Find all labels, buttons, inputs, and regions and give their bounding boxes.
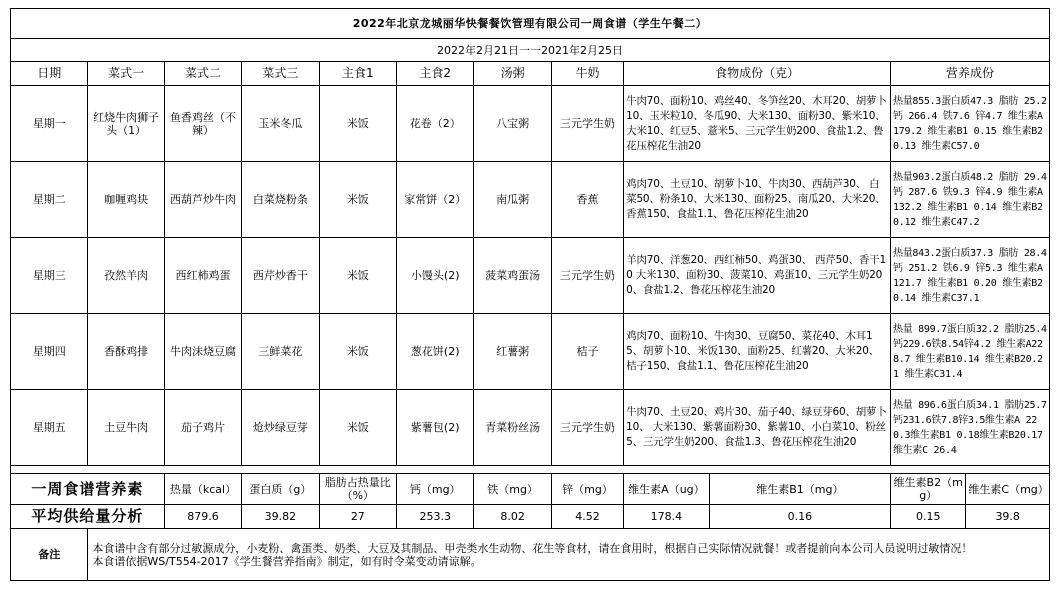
day-staple2: 葱花饼(2)	[397, 314, 474, 390]
notes-line-allergen: 本食谱中含有部分过敏源成分，小麦粉、禽蛋类、奶类、大豆及其制品、甲壳类水生动物、花生等食材，请在食用时，根据自己实际情况就餐！或者提前向本公司人员说明过敏情况！	[92, 541, 973, 555]
spacer-cell	[11, 466, 1050, 474]
day-milk: 三元学生奶	[551, 86, 623, 162]
summary-header: 脂肪占热量比（%）	[319, 474, 396, 505]
day-milk: 三元学生奶	[551, 390, 623, 466]
day-dish3: 三鲜菜花	[242, 314, 319, 390]
day-milk: 香蕉	[551, 162, 623, 238]
day-ingredients: 鸡肉70、土豆10、胡萝卜10、牛肉30、西葫芦30、 白菜50、粉条10、大米130、面粉25、南瓜20、大米20、香蕉150、食盐1.1、鲁花压榨花生油20	[624, 162, 891, 238]
summary-value: 27	[319, 505, 396, 529]
day-nutrition: 热量 899.7蛋白质32.2 脂肪25.4 钙229.6铁8.54锌4.2 维生素A228.7 维生素B10.14 维生素B20.21 维生素C31.4	[891, 314, 1050, 390]
header-staple2: 主食2	[397, 62, 474, 86]
day-dish3: 白菜烧粉条	[242, 162, 319, 238]
day-soup: 菠菜鸡蛋汤	[474, 238, 551, 314]
table-row	[11, 86, 1050, 162]
summary-header: 维生素C（mg）	[966, 474, 1050, 505]
summary-label-2: 平均供给量分析	[11, 505, 165, 529]
day-ingredients: 牛肉70、土豆20、鸡片30、茄子40、绿豆芽60、胡萝卜10、 大米130、紫薯面粉30、紫薯10、小白菜10、粉丝5、三元学生奶200、食盐1.3、鲁花压榨花生油20	[624, 390, 891, 466]
day-soup: 青菜粉丝汤	[474, 390, 551, 466]
day-nutrition: 热量 896.6蛋白质34.1 脂肪25.7 钙231.6铁7.8锌3.5维生素A 220.3维生素B1 0.18维生素B20.17 维生素C 26.4	[891, 390, 1050, 466]
day-dish3: 玉米冬瓜	[242, 86, 319, 162]
header-nutrition: 营养成份	[891, 62, 1050, 86]
day-dish1: 咖喱鸡块	[88, 162, 164, 238]
day-dish2: 牛肉沫烧豆腐	[164, 314, 241, 390]
header-date: 日期	[11, 62, 88, 86]
day-date: 星期二	[11, 162, 88, 238]
day-dish2: 茄子鸡片	[164, 390, 241, 466]
summary-header: 锌（mg）	[551, 474, 623, 505]
day-dish2: 鱼香鸡丝（不辣）	[164, 86, 241, 162]
summary-header: 热量（kcal）	[164, 474, 241, 505]
day-date: 星期五	[11, 390, 88, 466]
day-dish1: 香酥鸡排	[88, 314, 164, 390]
day-dish1: 土豆牛肉	[88, 390, 164, 466]
header-soup: 汤粥	[474, 62, 551, 86]
day-ingredients: 羊肉70、洋葱20、西红柿50、鸡蛋30、 西芹50、香干10 大米130、面粉30、菠菜10、鸡蛋10、三元学生奶200、食盐1.2、鲁花压榨花生油20	[624, 238, 891, 314]
header-dish3: 菜式三	[242, 62, 319, 86]
day-ingredients: 鸡肉70、面粉10、牛肉30、豆腐50、菜花40、木耳15、胡萝卜10、米饭130、面粉25、红薯20、大米20、桔子150、食盐1.1、鲁花压榨花生油20	[624, 314, 891, 390]
header-milk: 牛奶	[551, 62, 623, 86]
summary-header: 钙（mg）	[397, 474, 474, 505]
day-nutrition: 热量855.3蛋白质47.3 脂肪 25.2 钙 266.4 铁7.6 锌4.7 维生素A 179.2 维生素B1 0.15 维生素B2 0.13 维生素C57.0	[891, 86, 1050, 162]
summary-header: 蛋白质（g）	[242, 474, 319, 505]
day-date: 星期一	[11, 86, 88, 162]
header-ingredients: 食物成份（克）	[624, 62, 891, 86]
day-staple1: 米饭	[319, 86, 396, 162]
day-dish1: 孜然羊肉	[88, 238, 164, 314]
summary-label-1: 一周食谱营养素	[11, 474, 165, 505]
summary-header-row	[11, 474, 1050, 505]
day-staple1: 米饭	[319, 162, 396, 238]
table-row	[11, 314, 1050, 390]
day-nutrition: 热量903.2蛋白质48.2 脂肪 29.4 钙 287.6 铁9.3 锌4.9 维生素A 132.2 维生素B1 0.14 维生素B2 0.12 维生素C47.2	[891, 162, 1050, 238]
day-milk: 桔子	[551, 314, 623, 390]
day-soup: 南瓜粥	[474, 162, 551, 238]
summary-value: 253.3	[397, 505, 474, 529]
day-staple1: 米饭	[319, 390, 396, 466]
day-soup: 八宝粥	[474, 86, 551, 162]
summary-value: 4.52	[551, 505, 623, 529]
summary-value-row	[11, 505, 1050, 529]
spacer-row	[11, 466, 1050, 474]
summary-header: 维生素B2（mg）	[891, 474, 966, 505]
header-dish2: 菜式二	[164, 62, 241, 86]
date-range: 2022年2月21日一一2021年2月25日	[11, 39, 1050, 62]
summary-value: 39.8	[966, 505, 1050, 529]
day-dish3: 炝炒绿豆芽	[242, 390, 319, 466]
summary-header: 维生素A（ug）	[624, 474, 710, 505]
summary-value: 0.15	[891, 505, 966, 529]
table-row	[11, 162, 1050, 238]
page-title: 2022年北京龙城丽华快餐餐饮管理有限公司一周食谱（学生午餐二）	[11, 9, 1050, 39]
summary-header: 铁（mg）	[474, 474, 551, 505]
notes-content	[88, 529, 1050, 581]
day-milk: 三元学生奶	[551, 238, 623, 314]
notes-row	[11, 529, 1050, 581]
header-row	[11, 62, 1050, 86]
summary-value: 39.82	[242, 505, 319, 529]
header-staple1: 主食1	[319, 62, 396, 86]
day-date: 星期四	[11, 314, 88, 390]
day-staple2: 家常饼（2）	[397, 162, 474, 238]
day-dish1: 红烧牛肉狮子头（1）	[88, 86, 164, 162]
table-row	[11, 390, 1050, 466]
notes-label: 备注	[11, 529, 88, 581]
summary-header: 维生素B1（mg）	[709, 474, 890, 505]
summary-value: 0.16	[709, 505, 890, 529]
day-staple2: 花卷（2）	[397, 86, 474, 162]
day-date: 星期三	[11, 238, 88, 314]
header-dish1: 菜式一	[88, 62, 164, 86]
day-ingredients: 牛肉70、面粉10、鸡丝40、冬笋丝20、木耳20、胡萝卜10、玉米粒10、冬瓜90、大米130、面粉30、紫米10、大米10、红豆5、薏米5、三元学生奶200、食盐1.2、鲁花压榨花生油20	[624, 86, 891, 162]
day-nutrition: 热量843.2蛋白质37.3 脂肪 28.4 钙 251.2 铁6.9 锌5.3 维生素A 121.7 维生素B1 0.20 维生素B2 0.14 维生素C37.1	[891, 238, 1050, 314]
table-row	[11, 238, 1050, 314]
day-dish2: 西葫芦炒牛肉	[164, 162, 241, 238]
day-soup: 红薯粥	[474, 314, 551, 390]
day-staple1: 米饭	[319, 314, 396, 390]
summary-value: 8.02	[474, 505, 551, 529]
day-dish3: 西芹炒香干	[242, 238, 319, 314]
summary-value: 879.6	[164, 505, 241, 529]
day-staple1: 米饭	[319, 238, 396, 314]
notes-line-standard: 本食谱依据WS/T554-2017《学生餐营养指南》制定，如有时令菜变动请谅解。	[92, 554, 482, 568]
day-dish2: 西红柿鸡蛋	[164, 238, 241, 314]
day-staple2: 紫薯包(2)	[397, 390, 474, 466]
day-staple2: 小馒头(2)	[397, 238, 474, 314]
summary-value: 178.4	[624, 505, 710, 529]
menu-table	[10, 8, 1050, 581]
